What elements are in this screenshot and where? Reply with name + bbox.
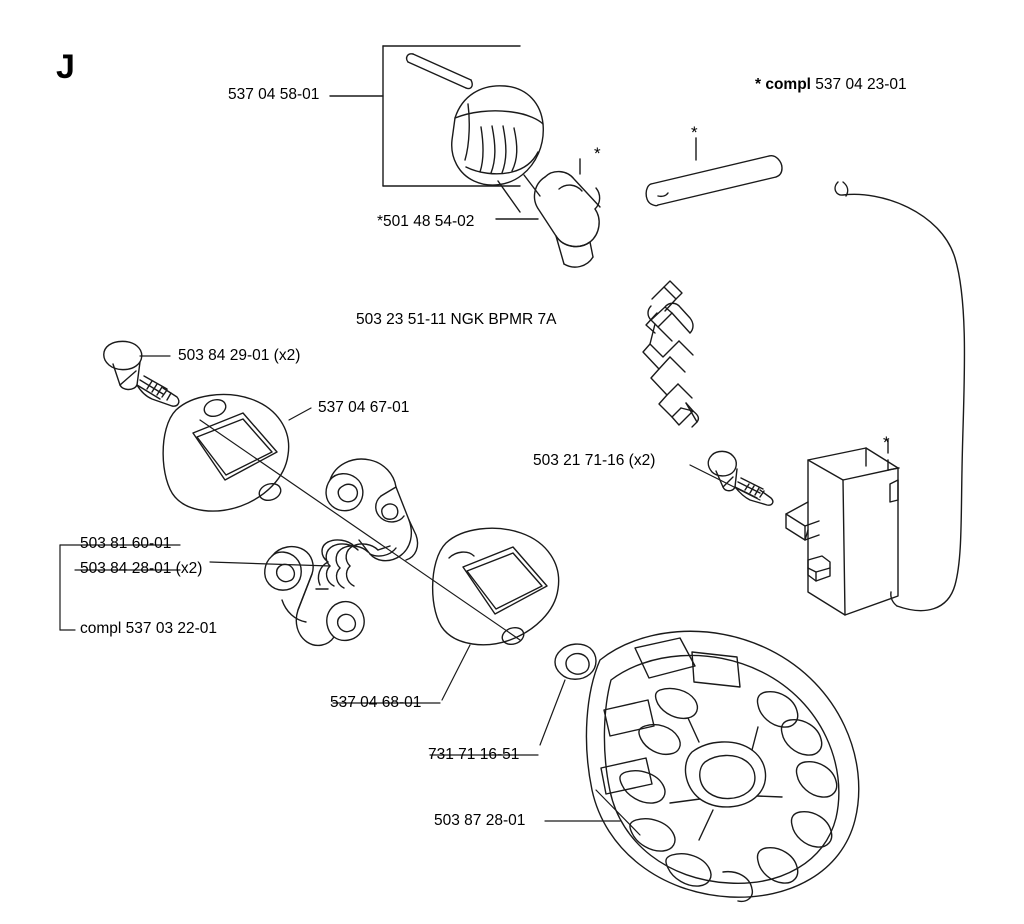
- starter-handle: [452, 86, 544, 196]
- ht-lead-tube: [646, 156, 782, 206]
- label-compl-clutch: [80, 620, 217, 638]
- label-shoe-pair-qty: (x2): [175, 560, 203, 577]
- ignition-module: [786, 448, 899, 615]
- label-compl-clutch-prefix: compl: [80, 620, 122, 637]
- label-plate-lower: 537 04 68-01: [330, 694, 422, 711]
- label-screw-pair-1: [178, 347, 300, 365]
- label-spring-small: 503 81 60-01: [80, 535, 172, 552]
- label-screw-pair-1-qty: (x2): [273, 347, 301, 364]
- label-ignition-screws-number: 503 21 71-16: [533, 452, 625, 469]
- leader-starter-handle-group: [330, 46, 520, 186]
- label-washer: 731 71 16-51: [428, 746, 520, 763]
- label-compl-top: [755, 76, 907, 94]
- label-spark-plug-name: NGK BPMR 7A: [450, 311, 557, 328]
- starter-rope-end: [407, 54, 473, 89]
- ignition-screws: [708, 451, 773, 505]
- label-starter-rope: *501 48 54-02: [377, 213, 475, 230]
- asterisk-ignition-module: *: [883, 433, 890, 452]
- label-starter-handle-group: 537 04 58-01: [228, 86, 320, 103]
- spark-plug-boot: [534, 172, 600, 268]
- label-plate-upper: 537 04 67-01: [318, 399, 410, 416]
- flywheel: [586, 631, 858, 901]
- label-shoe-pair: [80, 560, 202, 578]
- asterisk-boot: *: [594, 144, 601, 163]
- clutch-plate-lower: [433, 528, 559, 647]
- leader-lines: [60, 356, 760, 835]
- label-ignition-screws: [533, 452, 655, 470]
- label-compl-clutch-number: 537 03 22-01: [125, 620, 218, 637]
- label-flywheel: 503 87 28-01: [434, 812, 526, 829]
- label-compl-top-number: 537 04 23-01: [815, 76, 907, 93]
- label-shoe-pair-number: 503 84 28-01: [80, 560, 172, 577]
- label-spark-plug: [356, 311, 556, 329]
- label-compl-top-prefix: * compl: [755, 76, 811, 93]
- asterisk-rope-end: *: [691, 123, 698, 142]
- screw-upper: [104, 341, 179, 406]
- label-ignition-screws-qty: (x2): [628, 452, 656, 469]
- page-letter: J: [56, 48, 75, 86]
- clutch-plate-upper: [163, 395, 289, 512]
- label-spark-plug-number: 503 23 51-11: [356, 311, 447, 328]
- washer: [555, 644, 596, 679]
- clutch-shoe-lower: [265, 547, 364, 646]
- clutch-spring: [316, 540, 390, 589]
- spark-plug: [643, 281, 698, 427]
- label-screw-pair-1-number: 503 84 29-01: [178, 347, 270, 364]
- ht-cable: [835, 182, 964, 611]
